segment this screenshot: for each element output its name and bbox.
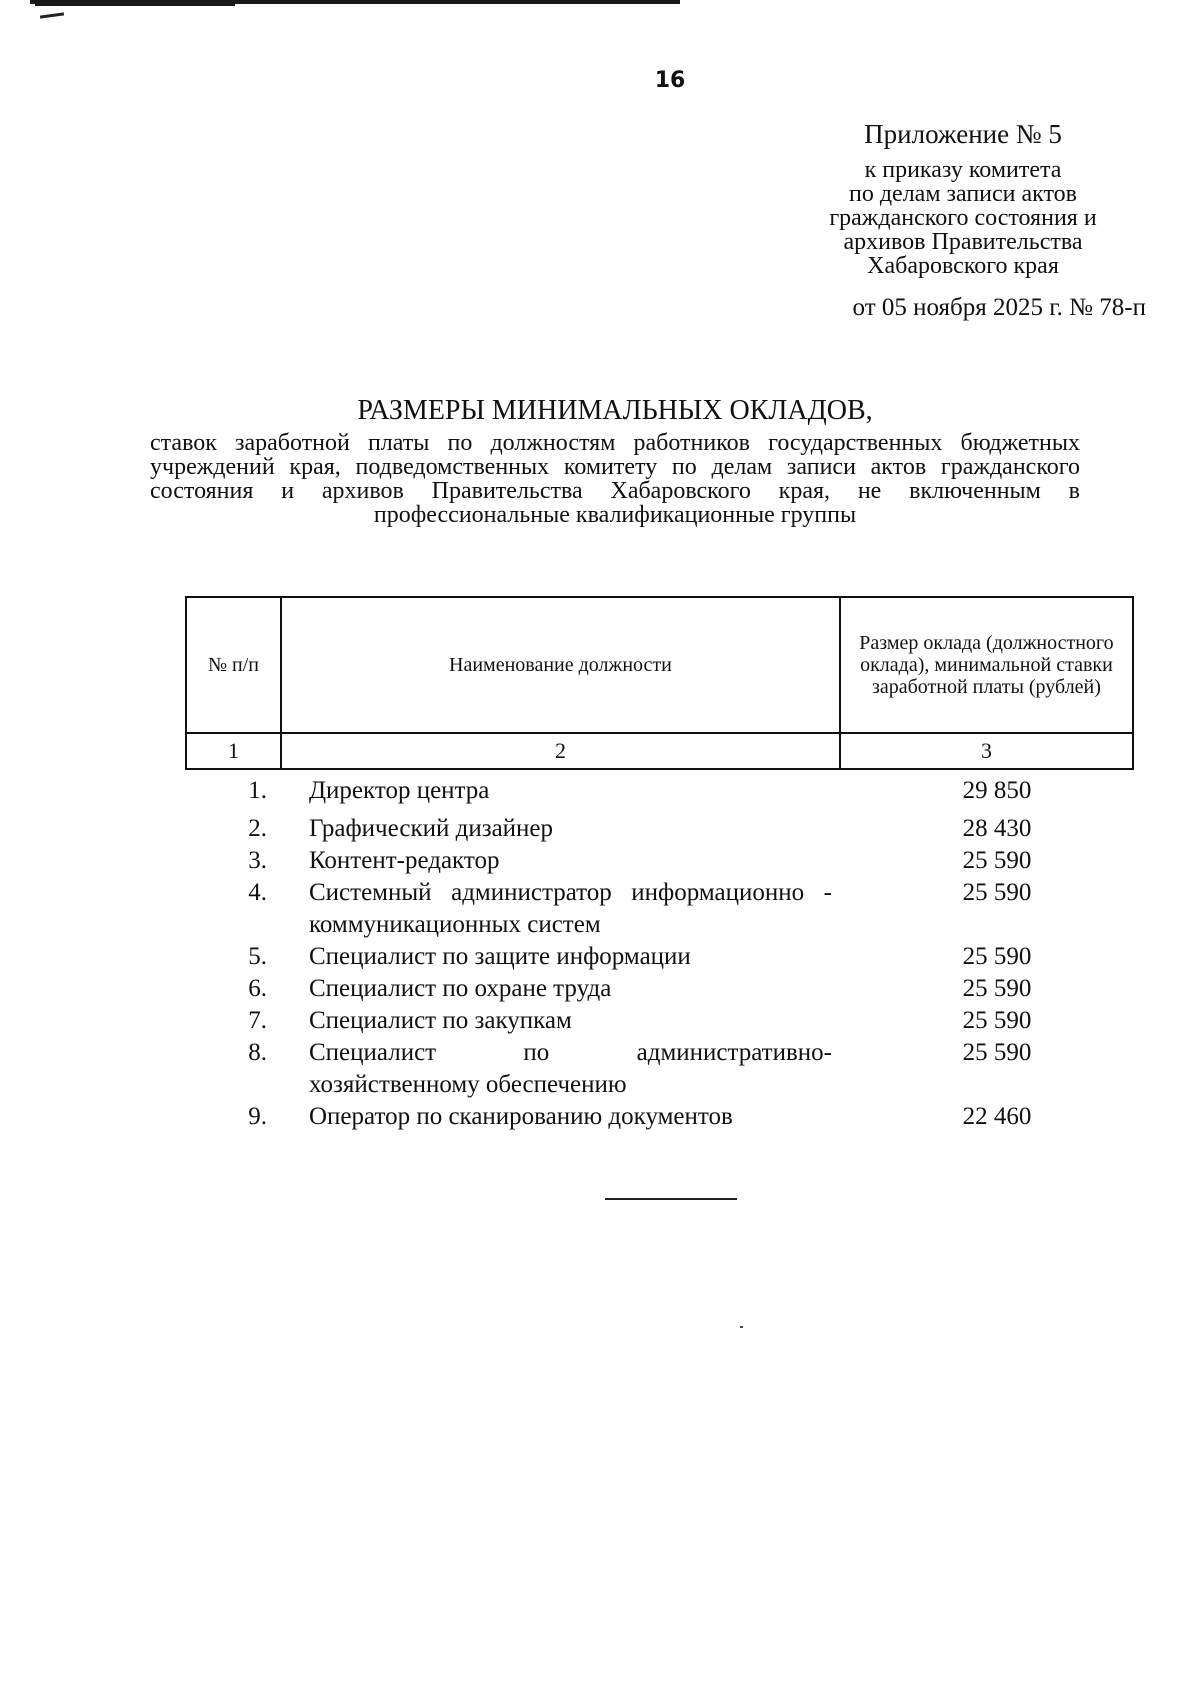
- annex-block: [780, 119, 1146, 321]
- row-salary: 25 590: [962, 847, 1032, 874]
- table-header-row: [186, 597, 1133, 733]
- table-row: [185, 877, 1134, 941]
- page-number: 16: [654, 68, 686, 93]
- annex-line: Хабаровского края: [867, 253, 1059, 279]
- table-row: [185, 1037, 1134, 1101]
- annex-title: Приложение № 5: [864, 119, 1062, 149]
- row-salary: 25 590: [962, 943, 1032, 970]
- row-salary: 25 590: [962, 1039, 1032, 1066]
- column-number: 1: [186, 733, 281, 769]
- table-row: [185, 1101, 1134, 1133]
- table-row: [185, 813, 1134, 845]
- annex-date: от 05 ноября 2025 г. № 78-п: [852, 294, 1146, 321]
- row-number: 5.: [248, 943, 267, 970]
- table-row: [185, 941, 1134, 973]
- header-salary: Размер оклада (должностного оклада), минимальной ставки заработной платы (рублей): [840, 597, 1133, 733]
- row-number: 3.: [248, 847, 267, 874]
- row-salary: 29 850: [962, 777, 1032, 804]
- column-number-row: [186, 733, 1133, 769]
- row-number: 2.: [248, 815, 267, 842]
- annex-line: по делам записи актов: [848, 181, 1078, 207]
- column-number: 3: [840, 733, 1133, 769]
- salary-table-header: [185, 596, 1134, 770]
- scan-artifact-dot: [740, 1326, 743, 1328]
- row-position: Специалист по защите информации: [309, 943, 691, 970]
- scan-artifact-line: [35, 4, 235, 6]
- row-position: Графический дизайнер: [309, 815, 554, 842]
- row-number: 8.: [248, 1039, 267, 1066]
- table-row: [185, 845, 1134, 877]
- row-number: 9.: [248, 1103, 267, 1130]
- scan-artifact-mark: [40, 12, 64, 18]
- row-salary: 25 590: [962, 879, 1032, 906]
- end-rule-divider: [605, 1198, 737, 1200]
- row-salary: 25 590: [962, 975, 1032, 1002]
- row-position: Системный администратор информационно - коммуникационных систем: [309, 879, 832, 938]
- row-number: 1.: [248, 777, 267, 804]
- header-number: № п/п: [186, 597, 281, 733]
- salary-table-body: [185, 775, 1134, 1133]
- row-salary: 22 460: [962, 1103, 1032, 1130]
- document-title-main: РАЗМЕРЫ МИНИМАЛЬНЫХ ОКЛАДОВ,: [357, 395, 873, 426]
- table-row: [185, 775, 1134, 807]
- column-number: 2: [281, 733, 840, 769]
- annex-line: к приказу комитета: [864, 157, 1062, 183]
- row-position: Специалист по охране труда: [309, 975, 612, 1002]
- row-number: 4.: [248, 879, 267, 906]
- header-position: Наименование должности: [281, 597, 840, 733]
- document-title-subtitle: ставок заработной платы по должностям работников государственных бюджетных учреждений края, подведомственных комитету по делам записи актов гражданского состояния и архивов Правительства Хабаровского края, не включенным в профессиональные квалификационные группы: [150, 430, 1080, 528]
- row-number: 6.: [248, 975, 267, 1002]
- row-salary: 25 590: [962, 1007, 1032, 1034]
- table-row: [185, 1005, 1134, 1037]
- row-position: Директор центра: [309, 777, 490, 804]
- annex-line: гражданского состояния и: [829, 205, 1097, 231]
- row-salary: 28 430: [962, 815, 1032, 842]
- document-title: [150, 395, 1080, 527]
- table-row: [185, 973, 1134, 1005]
- annex-line: архивов Правительства: [843, 229, 1083, 255]
- row-position: Специалист по закупкам: [309, 1007, 572, 1034]
- row-number: 7.: [248, 1007, 267, 1034]
- row-position: Специалист по административно-хозяйственному обеспечению: [309, 1039, 832, 1098]
- row-position: Контент-редактор: [309, 847, 500, 874]
- row-position: Оператор по сканированию документов: [309, 1103, 733, 1130]
